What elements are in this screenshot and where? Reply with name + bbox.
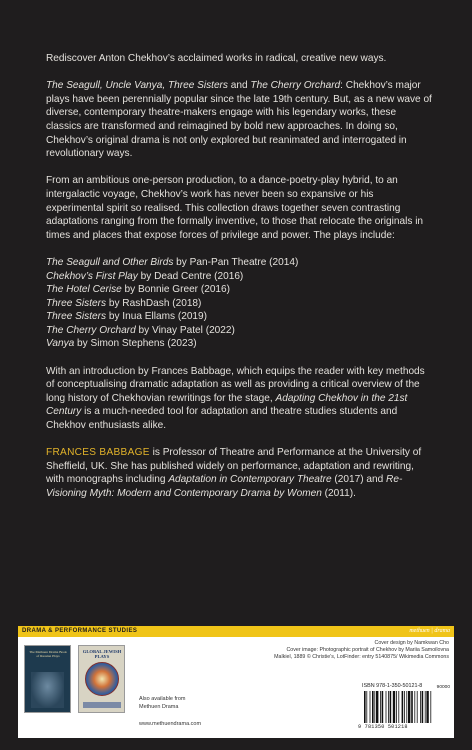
cover-art [31, 672, 64, 708]
titles-italic: The Seagull, Uncle Vanya, Three Sisters [46, 80, 228, 92]
intro-paragraph: Rediscover Anton Chekhov’s acclaimed works in radical, creative new ways. [46, 53, 387, 64]
thumb-title: GLOBAL JEWISH PLAYS [82, 649, 122, 659]
thumb-title: The Methuen Drama Book of Russian Plays [29, 650, 67, 658]
title-italic: The Cherry Orchard [250, 80, 341, 92]
plays-list [46, 256, 434, 351]
back-cover-blurb [46, 52, 434, 514]
related-book-cover-russian-plays [24, 645, 71, 713]
publisher-strip [18, 626, 454, 738]
play-item: Vanya by Simon Stephens (2023) [46, 338, 197, 350]
book-title-italic: Adapting Chekhov in the 21st Century [46, 392, 408, 418]
cover-footer [83, 702, 121, 708]
also-available: Also available from Methuen Drama [139, 696, 186, 710]
collection-paragraph: From an ambitious one-person production, to a dance-poetry-play hybrid, to an intergalactic voyage, Chekhov’s work has never been so expansive or his experimental spirit so realised. This collection draws together seven contrasting adaptations ranging from the formally inventive, to those that relocate the originals in times and places that expose forces of privilege and power. The plays include: [46, 175, 424, 241]
introduction-paragraph: With an introduction by Frances Babbage, which equips the reader with key methods of conceptualising dramatic adaptation as well as providing a critical overview of the long history of Chekhovian rewritings for the stage, Adapting Chekhov in the 21st Century is a much-needed tool for adaptation and theatre studies students and Chekhov enthusiasts alike. [46, 365, 425, 432]
play-item: Three Sisters by Inua Ellams (2019) [46, 311, 208, 323]
author-bio: FRANCES BABBAGE is Professor of Theatre and Performance at the University of Sheffield, UK. She has published widely on performance, adaptation and rewriting, with monographs including Adaptation in Contemporary Theatre (2017) and Re-Visioning Myth: Modern and Contemporary Drama by Women (2011). [46, 447, 422, 499]
play-item: Three Sisters by RashDash (2018) [46, 297, 202, 309]
barcode [364, 691, 448, 723]
play-item: The Hotel Cerise by Bonnie Greer (2016) [46, 284, 231, 296]
barcode-digits: 9 781350 501218 [358, 724, 408, 730]
author-name: FRANCES BABBAGE [46, 447, 150, 459]
publisher-logo: methuen | drama [409, 628, 450, 634]
price-code: 90000 [436, 685, 450, 690]
series-bar [18, 626, 454, 637]
play-item: The Cherry Orchard by Vinay Patel (2022) [46, 324, 235, 336]
series-label: DRAMA & PERFORMANCE STUDIES [22, 627, 138, 634]
play-item: Chekhov’s First Play by Dead Centre (2016) [46, 270, 244, 282]
play-item: The Seagull and Other Birds by Pan-Pan Theatre (2014) [46, 256, 299, 268]
related-book-cover-global-jewish-plays [78, 645, 125, 713]
plays-paragraph: The Seagull, Uncle Vanya, Three Sisters and The Cherry Orchard: Chekhov’s major plays have been perennially popular since the late 19th century. But, as a new wave of diverse, contemporary theatre-makers engage with his legendary works, these classics are transformed and reimagined by bold new approaches. In doing so, Chekhov’s original drama is not only explored but reanimated and interrogated in revolutionary ways. [46, 80, 432, 160]
publisher-url: www.methuendrama.com [139, 721, 202, 727]
cover-credits: Cover design by Namkwan Cho Cover image: Photographic portrait of Chekhov by Mariia Samoilovna Malkiel, 1889 © Christie’s, LotFinder: entry 5140875/ Wikimedia Commons [274, 640, 449, 660]
isbn: ISBN 978-1-350-50121-8 [362, 683, 423, 689]
cover-art [85, 662, 119, 696]
